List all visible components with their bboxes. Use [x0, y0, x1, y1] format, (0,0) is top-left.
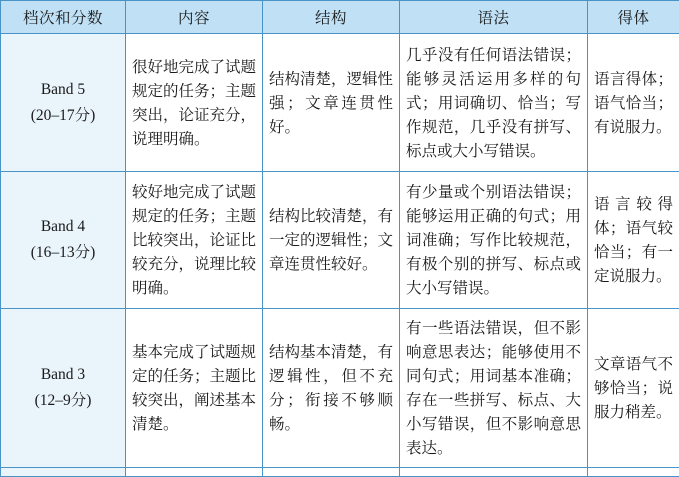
structure-text: 结构比较清楚，有一定的逻辑性；文章连贯性较好。: [263, 204, 399, 276]
structure-cell: [263, 34, 400, 172]
content-cell: [126, 34, 263, 172]
band-range: (16–13分): [1, 240, 125, 266]
grammar-cell: [400, 468, 588, 477]
structure-text: 结构清楚，逻辑性强；文章连贯性好。: [263, 67, 399, 139]
grammar-cell: [400, 309, 588, 468]
header-appropriateness: 得体: [588, 1, 679, 34]
header-structure: 结构: [263, 1, 400, 34]
appropriateness-cell: [588, 468, 679, 477]
content-text: 很好地完成了试题规定的任务；主题突出，论证充分，说理明确。: [126, 55, 262, 151]
band-cell: [1, 34, 126, 172]
band-range: (20–17分): [1, 103, 125, 129]
table-row: [1, 309, 679, 468]
appropriateness-cell: [588, 172, 679, 309]
table-row: [1, 34, 679, 172]
content-cell: [126, 172, 263, 309]
structure-cell: [263, 468, 400, 477]
grammar-text: 有一些语法错误，但不影响意思表达；能够使用不同句式；用词基本准确；存在一些拼写、标点、大小写错误，但不影响意思表达。: [400, 316, 587, 460]
appropriateness-text: 文章语气不够恰当；说服力稍差。: [588, 352, 679, 424]
header-grammar: 语法: [400, 1, 588, 34]
header-band: 档次和分数: [1, 1, 126, 34]
band-label: Band 5: [1, 77, 125, 103]
grammar-text: 有少量或个别语法错误；能够运用正确的句式；用词准确；写作比较规范，有极个别的拼写、标点或大小写错误。: [400, 180, 587, 300]
content-text: 基本完成了试题规定的任务；主题比较突出，阐述基本清楚。: [126, 340, 262, 436]
band-range: (12–9分): [1, 388, 125, 414]
band-cell: [1, 309, 126, 468]
content-cell: [126, 468, 263, 477]
grammar-cell: [400, 172, 588, 309]
content-text: 较好地完成了试题规定的任务；主题比较突出，论证比较充分，说理比较明确。: [126, 180, 262, 300]
structure-cell: [263, 309, 400, 468]
content-cell: [126, 309, 263, 468]
grammar-text: 几乎没有任何语法错误；能够灵活运用多样的句式；用词确切、恰当；写作规范，几乎没有拼写、标点或大小写错误。: [400, 43, 587, 163]
table-row-cut-off: [1, 468, 679, 477]
structure-text: 结构基本清楚，有逻辑性，但不充分；衔接不够顺畅。: [263, 340, 399, 436]
appropriateness-cell: [588, 309, 679, 468]
header-content: 内容: [126, 1, 263, 34]
grammar-cell: [400, 34, 588, 172]
band-cell: [1, 468, 126, 477]
appropriateness-text: 语言较得体；语气较恰当；有一定说服力。: [588, 192, 679, 288]
appropriateness-text: 语言得体；语气恰当；有说服力。: [588, 67, 679, 139]
band-label: Band 4: [1, 214, 125, 240]
band-cell: [1, 172, 126, 309]
header-row: [1, 1, 679, 34]
table-row: [1, 172, 679, 309]
structure-cell: [263, 172, 400, 309]
appropriateness-cell: [588, 34, 679, 172]
band-label: Band 3: [1, 362, 125, 388]
